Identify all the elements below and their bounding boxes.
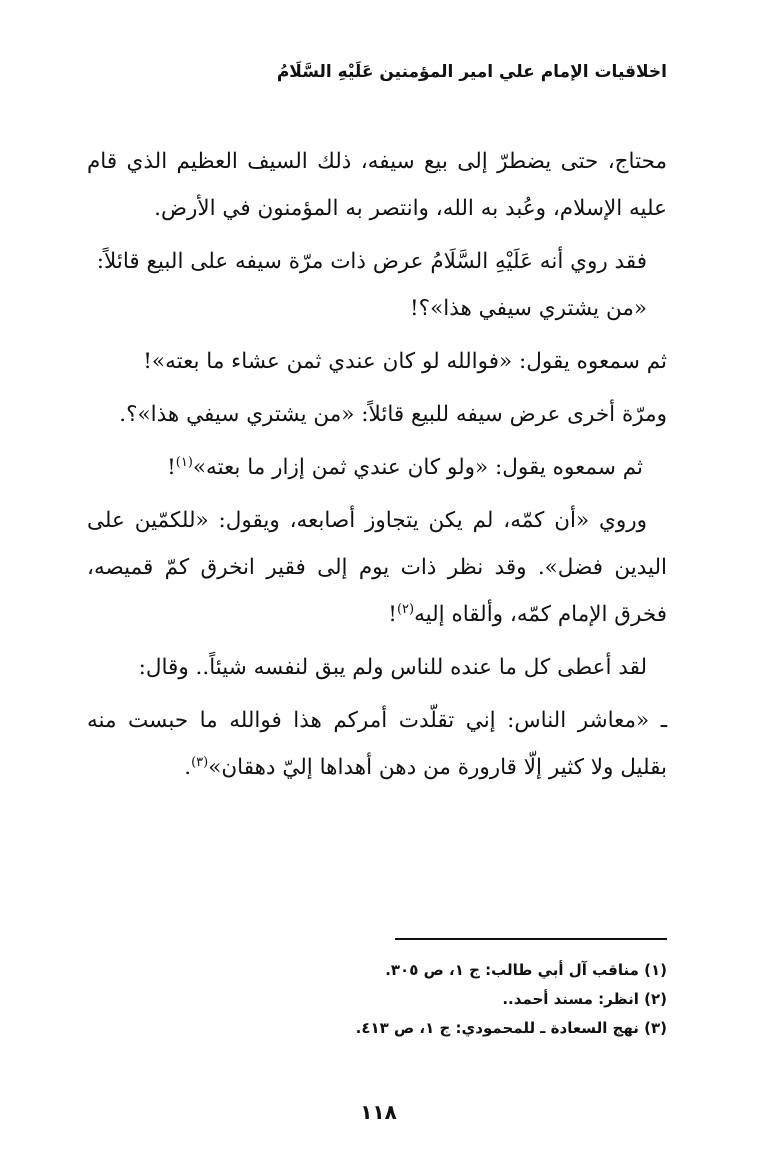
quote-1: «من يشتري سيفي هذا»؟! [410,296,647,321]
paragraph-6-text: وروي «أن كمّه، لم يكن يتجاوز أصابعه، ويقول: «للكمّين على اليدين فضل». وقد نظر ذات يوم إلى فقير انخرق كمّ قميصه، فخرق الإمام كمّه، وألقاه إليه [87,508,667,627]
paragraph-6-end: ! [388,602,397,627]
paragraph-8-text: ـ «معاشر الناس: إني تقلّدت أمركم هذا فوالله ما حبست منه بقليل ولا كثير إلّا قارورة من دهن أهداها إليّ دهقان» [87,708,667,780]
footnote-ref-3: (٣) [191,754,209,770]
main-text [87,138,667,791]
running-header: اخلاقيات الإمام علي امير المؤمنين عَلَيْهِ السَّلَامُ [276,62,667,82]
footnote-1: (١) مناقب آل أبي طالب: ج ١، ص ٣٠٥. [385,961,667,979]
footnote-3: (٣) نهج السعادة ـ للمحمودي: ج ١، ص ٤١٣. [355,1019,667,1037]
paragraph-8-end: . [184,755,192,780]
paragraph-6 [87,497,667,638]
paragraph-3: ثم سمعوه يقول: «فوالله لو كان عندي ثمن عشاء ما بعته»! [143,349,667,374]
paragraph-4: ومرّة أخرى عرض سيفه للبيع قائلاً: «من يشتري سيفي هذا»؟. [119,402,667,427]
footnotes [107,956,667,1043]
footnote-divider [395,938,667,940]
paragraph-8 [87,697,667,791]
footnote-ref-2: (٢) [396,601,415,617]
paragraph-2: فقد روي أنه عَلَيْهِ السَّلَامُ عرض ذات مرّة سيفه على البيع قائلاً: [96,249,647,274]
paragraph-5 [87,444,667,491]
footnote-ref-1: (١) [175,454,193,470]
paragraph-5-end: ! [167,455,176,480]
footnote-2: (٢) انظر: مسند أحمد.. [502,990,667,1008]
paragraph-7: لقد أعطى كل ما عنده للناس ولم يبق لنفسه شيئاً.. وقال: [138,655,647,680]
paragraph-1: محتاج، حتى يضطرّ إلى بيع سيفه، ذلك السيف العظيم الذي قام عليه الإسلام، وعُبد به الله، وانتصر به المؤمنون في الأرض. [87,149,667,221]
paragraph-5-text: ثم سمعوه يقول: «ولو كان عندي ثمن إزار ما بعته» [192,455,643,480]
page-number: ١١٨ [360,1100,397,1124]
